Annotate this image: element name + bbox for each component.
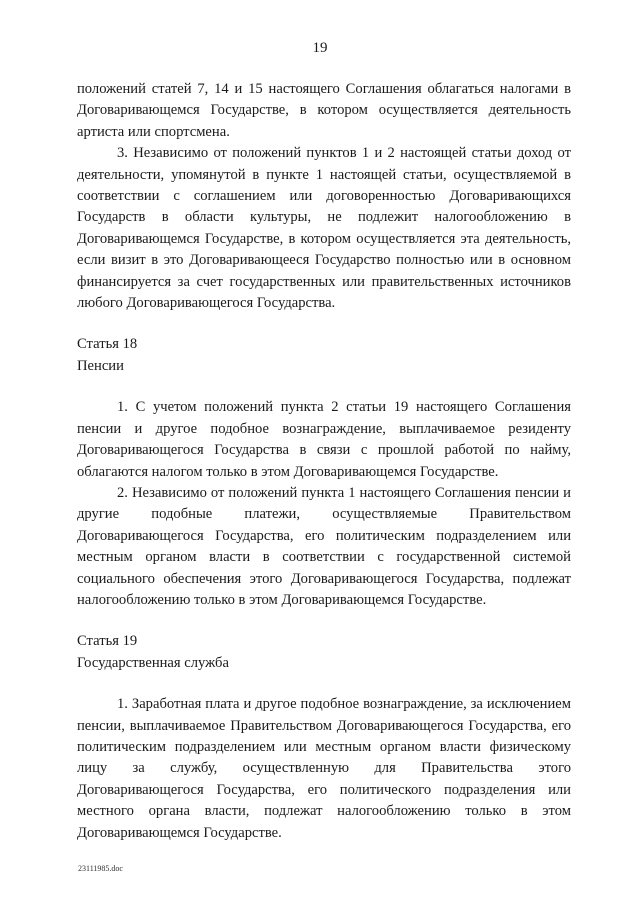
article-18-heading: [77, 334, 571, 377]
article-number: Статья 18: [77, 336, 138, 353]
article-18-clause-1: 1. С учетом положений пункта 2 статьи 19 настоящего Соглашения пенсии и другое подобное вознаграждение, выплачиваемое резиденту Договаривающегося Государства в связи с прошлой работой по найму, облагаются налогом только в этом Договаривающемся Государстве.: [77, 399, 571, 480]
article-19-heading: [77, 631, 571, 674]
article-title: Государственная служба: [77, 654, 229, 671]
document-body: [77, 79, 571, 844]
paragraph-continued: положений статей 7, 14 и 15 настоящего Соглашения облагаться налогами в Договаривающемся Государстве, в котором осуществляется деятельность артиста или спортсмена.: [77, 81, 571, 140]
file-code: 23111985.doc: [78, 864, 123, 873]
article-number: Статья 19: [77, 633, 138, 650]
article-title: Пенсии: [77, 357, 124, 374]
article-19-clause-1: 1. Заработная плата и другое подобное вознаграждение, за исключением пенсии, выплачиваемое Правительством Договаривающегося Государства, его политическим подразделением или местным органом власти физическому лицу за службу, осуществленную для Правительства этого Договаривающегося Государства, его политического подразделения или местного органа власти, подлежат налогообложению только в этом Договаривающемся Государстве.: [77, 696, 571, 841]
page-number: 19: [312, 40, 328, 56]
article-18-clause-2: 2. Независимо от положений пункта 1 настоящего Соглашения пенсии и другие подобные платежи, осуществляемые Правительством Договаривающегося Государства, его политическим подразделением или местным органом власти в соответствии с государственной системой социального обеспечения этого Договаривающегося Государства, подлежат налогообложению только в этом Договаривающемся Государстве.: [77, 484, 571, 608]
paragraph-clause-3: 3. Независимо от положений пунктов 1 и 2 настоящей статьи доход от деятельности, упомянутой в пункте 1 настоящей статьи, осуществляемой в соответствии с соглашением или договоренностью Договаривающихся Государств в области культуры, не подлежит налогообложению в Договаривающемся Государстве, в котором осуществляется эта деятельность, если визит в это Договаривающееся Государство полностью или в основном финансируется за счет государственных или правительственных источников любого Договаривающегося Государства.: [77, 145, 571, 312]
